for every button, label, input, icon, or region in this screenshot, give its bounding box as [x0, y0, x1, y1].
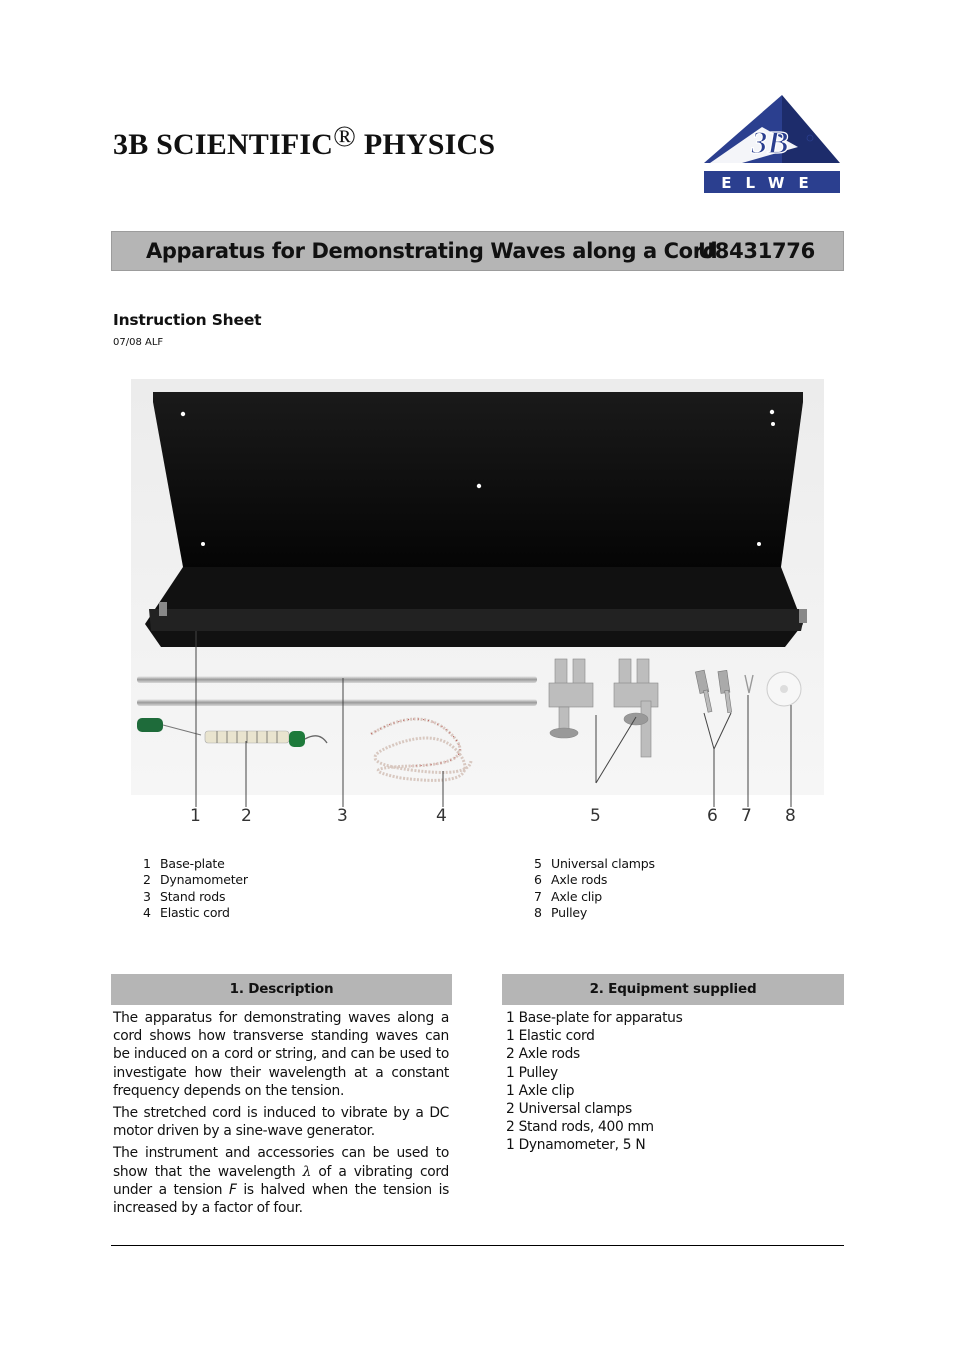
- legend-item: 8 Pulley: [534, 905, 588, 921]
- legend-item: 2 Dynamometer: [143, 872, 248, 888]
- legend-item: 7 Axle clip: [534, 888, 603, 904]
- callout-6: 6: [707, 806, 718, 826]
- description-paragraph-2: The stretched cord is induced to vibrate by a DC motor driven by a sine-wave generator.: [113, 1105, 449, 1140]
- equipment-item: 1 Dynamometer, 5 N: [506, 1137, 646, 1154]
- legend-item: 3 Stand rods: [143, 888, 226, 904]
- callout-8: 8: [785, 806, 796, 826]
- apparatus-photo: [131, 379, 824, 795]
- product-title: Apparatus for Demonstrating Waves along a Cord: [146, 239, 718, 263]
- registered-mark: ®: [333, 120, 357, 153]
- description-heading: 1. Description: [111, 974, 452, 1005]
- description-body: [113, 1009, 449, 1221]
- callout-leaders: [131, 795, 824, 807]
- base-plate: [153, 392, 803, 567]
- stand-rod-2: [137, 699, 537, 706]
- equipment-item: 2 Universal clamps: [506, 1101, 632, 1118]
- legend-item: 6 Axle rods: [534, 872, 608, 888]
- description-paragraph-3: The instrument and accessories can be used to show that the wavelength λ of a vibrating cord under a tension F is halved when the tension is increased by a factor of four.: [113, 1145, 450, 1217]
- logo-3b-text: 3B: [751, 124, 789, 160]
- legend-right: [534, 856, 655, 922]
- tension-symbol: F: [228, 1181, 237, 1198]
- equipment-item: 2 Stand rods, 400 mm: [506, 1119, 654, 1136]
- description-paragraph-1: The apparatus for demonstrating waves along a cord shows how transverse standing waves can be induced on a cord or string, and can be used to investigate how their wavelength at a constant frequency depends on the tension.: [113, 1010, 449, 1099]
- product-code: U8431776: [698, 239, 815, 263]
- stand-rod-1: [137, 676, 537, 683]
- equipment-item: 2 Axle rods: [506, 1046, 580, 1063]
- brand-suffix: PHYSICS: [363, 128, 496, 161]
- equipment-item: 1 Pulley: [506, 1064, 558, 1081]
- legend-item: 5 Universal clamps: [534, 856, 655, 871]
- legend-item: 4 Elastic cord: [143, 905, 230, 921]
- brand-prefix: 3B SCIENTIFIC: [113, 128, 334, 161]
- equipment-item: 1 Axle clip: [506, 1082, 575, 1099]
- callout-1: 1: [190, 806, 201, 826]
- lambda-symbol: λ: [302, 1163, 312, 1180]
- brand-heading: [113, 120, 496, 162]
- logo-elwe-text: ELWE: [721, 174, 823, 192]
- document-date: 07/08 ALF: [113, 337, 164, 348]
- callout-2: 2: [241, 806, 252, 826]
- legend-item: 1 Base-plate: [143, 856, 225, 871]
- product-title-bar: [111, 231, 844, 271]
- footer-rule: [111, 1245, 844, 1246]
- equipment-list: [506, 1009, 683, 1155]
- 3b-elwe-logo: [702, 95, 842, 195]
- equipment-item: 1 Base-plate for apparatus: [506, 1010, 683, 1026]
- callout-3: 3: [337, 806, 348, 826]
- document-type: Instruction Sheet: [113, 311, 262, 329]
- equipment-item: 1 Elastic cord: [506, 1028, 595, 1045]
- legend-left: [143, 856, 248, 922]
- equipment-heading: 2. Equipment supplied: [502, 974, 844, 1005]
- callout-5: 5: [590, 806, 601, 826]
- callout-7: 7: [741, 806, 752, 826]
- pulley: [767, 672, 801, 706]
- callout-4: 4: [436, 806, 447, 826]
